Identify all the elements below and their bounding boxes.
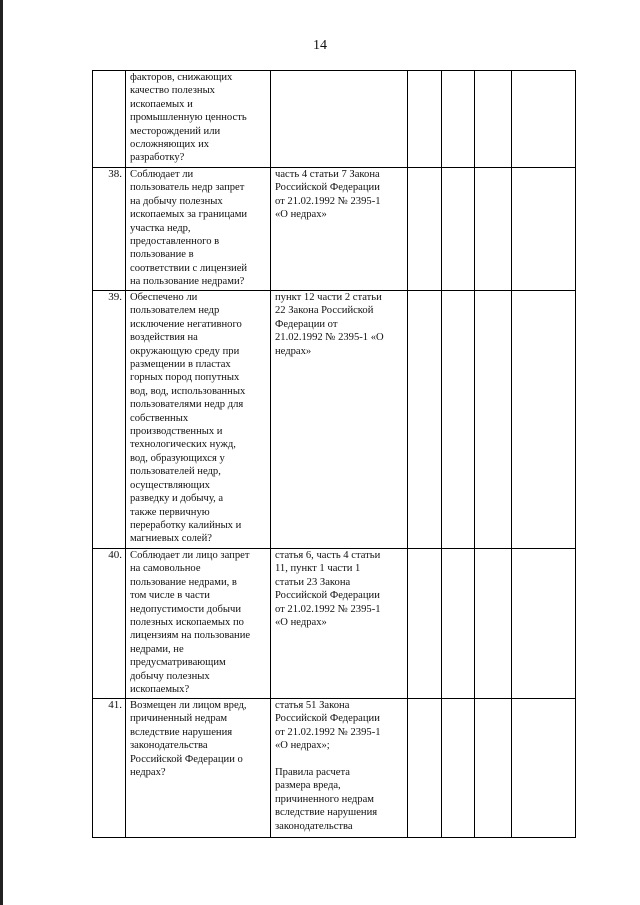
reference-cell: часть 4 статьи 7 Закона Российской Федерации от 21.02.1992 № 2395-1 «О недрах» bbox=[271, 168, 408, 291]
question-cell: Соблюдает ли пользователь недр запрет на добычу полезных ископаемых за границами участка недр, предоставленного в пользование в соответствии с лицензией на пользование недрами? bbox=[126, 168, 271, 291]
yes-cell bbox=[408, 549, 442, 699]
not-applicable-cell bbox=[475, 291, 512, 549]
table-row bbox=[93, 168, 576, 291]
question-cell: факторов, снижающих качество полезных ископаемых и промышленную ценность месторождений или осложняющих их разработку? bbox=[126, 71, 271, 168]
reference-cell bbox=[271, 71, 408, 168]
table-row bbox=[93, 291, 576, 549]
notes-cell bbox=[512, 549, 576, 699]
reference-cell: пункт 12 части 2 статьи 22 Закона Российской Федерации от 21.02.1992 № 2395-1 «О недрах» bbox=[271, 291, 408, 549]
reference-cell: статья 51 Закона Российской Федерации от 21.02.1992 № 2395-1 «О недрах»; Правила расчета размера вреда, причиненного недрам вследствие нарушения законодательства bbox=[271, 699, 408, 838]
no-cell bbox=[442, 168, 475, 291]
notes-cell bbox=[512, 291, 576, 549]
row-number: 40. bbox=[93, 549, 126, 699]
question-cell: Обеспечено ли пользователем недр исключение негативного воздействия на окружающую среду при размещении в пластах горных пород попутных вод, вод, использованных пользователями недр для собственных производственных и технологических нужд, вод, образующихся у пользователей недр, осуществляющих разведку и добычу, а также первичную переработку калийных и магниевых солей? bbox=[126, 291, 271, 549]
page-number: 14 bbox=[313, 38, 327, 53]
not-applicable-cell bbox=[475, 71, 512, 168]
no-cell bbox=[442, 71, 475, 168]
notes-cell bbox=[512, 71, 576, 168]
scan-left-edge bbox=[0, 0, 3, 905]
checklist-table bbox=[92, 70, 576, 838]
yes-cell bbox=[408, 71, 442, 168]
table-row bbox=[93, 549, 576, 699]
row-number: 39. bbox=[93, 291, 126, 549]
question-cell: Возмещен ли лицом вред, причиненный недрам вследствие нарушения законодательства Российской Федерации о недрах? bbox=[126, 699, 271, 838]
table-row bbox=[93, 71, 576, 168]
table-row bbox=[93, 699, 576, 838]
question-cell: Соблюдает ли лицо запрет на самовольное пользование недрами, в том числе в части недопустимости добычи полезных ископаемых по лицензиям на пользование недрами, не предусматривающим добычу полезных ископаемых? bbox=[126, 549, 271, 699]
yes-cell bbox=[408, 291, 442, 549]
row-number: 41. bbox=[93, 699, 126, 838]
yes-cell bbox=[408, 699, 442, 838]
notes-cell bbox=[512, 699, 576, 838]
no-cell bbox=[442, 699, 475, 838]
reference-cell: статья 6, часть 4 статьи 11, пункт 1 части 1 статьи 23 Закона Российской Федерации от 21.02.1992 № 2395-1 «О недрах» bbox=[271, 549, 408, 699]
no-cell bbox=[442, 549, 475, 699]
yes-cell bbox=[408, 168, 442, 291]
row-number bbox=[93, 71, 126, 168]
no-cell bbox=[442, 291, 475, 549]
not-applicable-cell bbox=[475, 699, 512, 838]
notes-cell bbox=[512, 168, 576, 291]
not-applicable-cell bbox=[475, 549, 512, 699]
row-number: 38. bbox=[93, 168, 126, 291]
not-applicable-cell bbox=[475, 168, 512, 291]
